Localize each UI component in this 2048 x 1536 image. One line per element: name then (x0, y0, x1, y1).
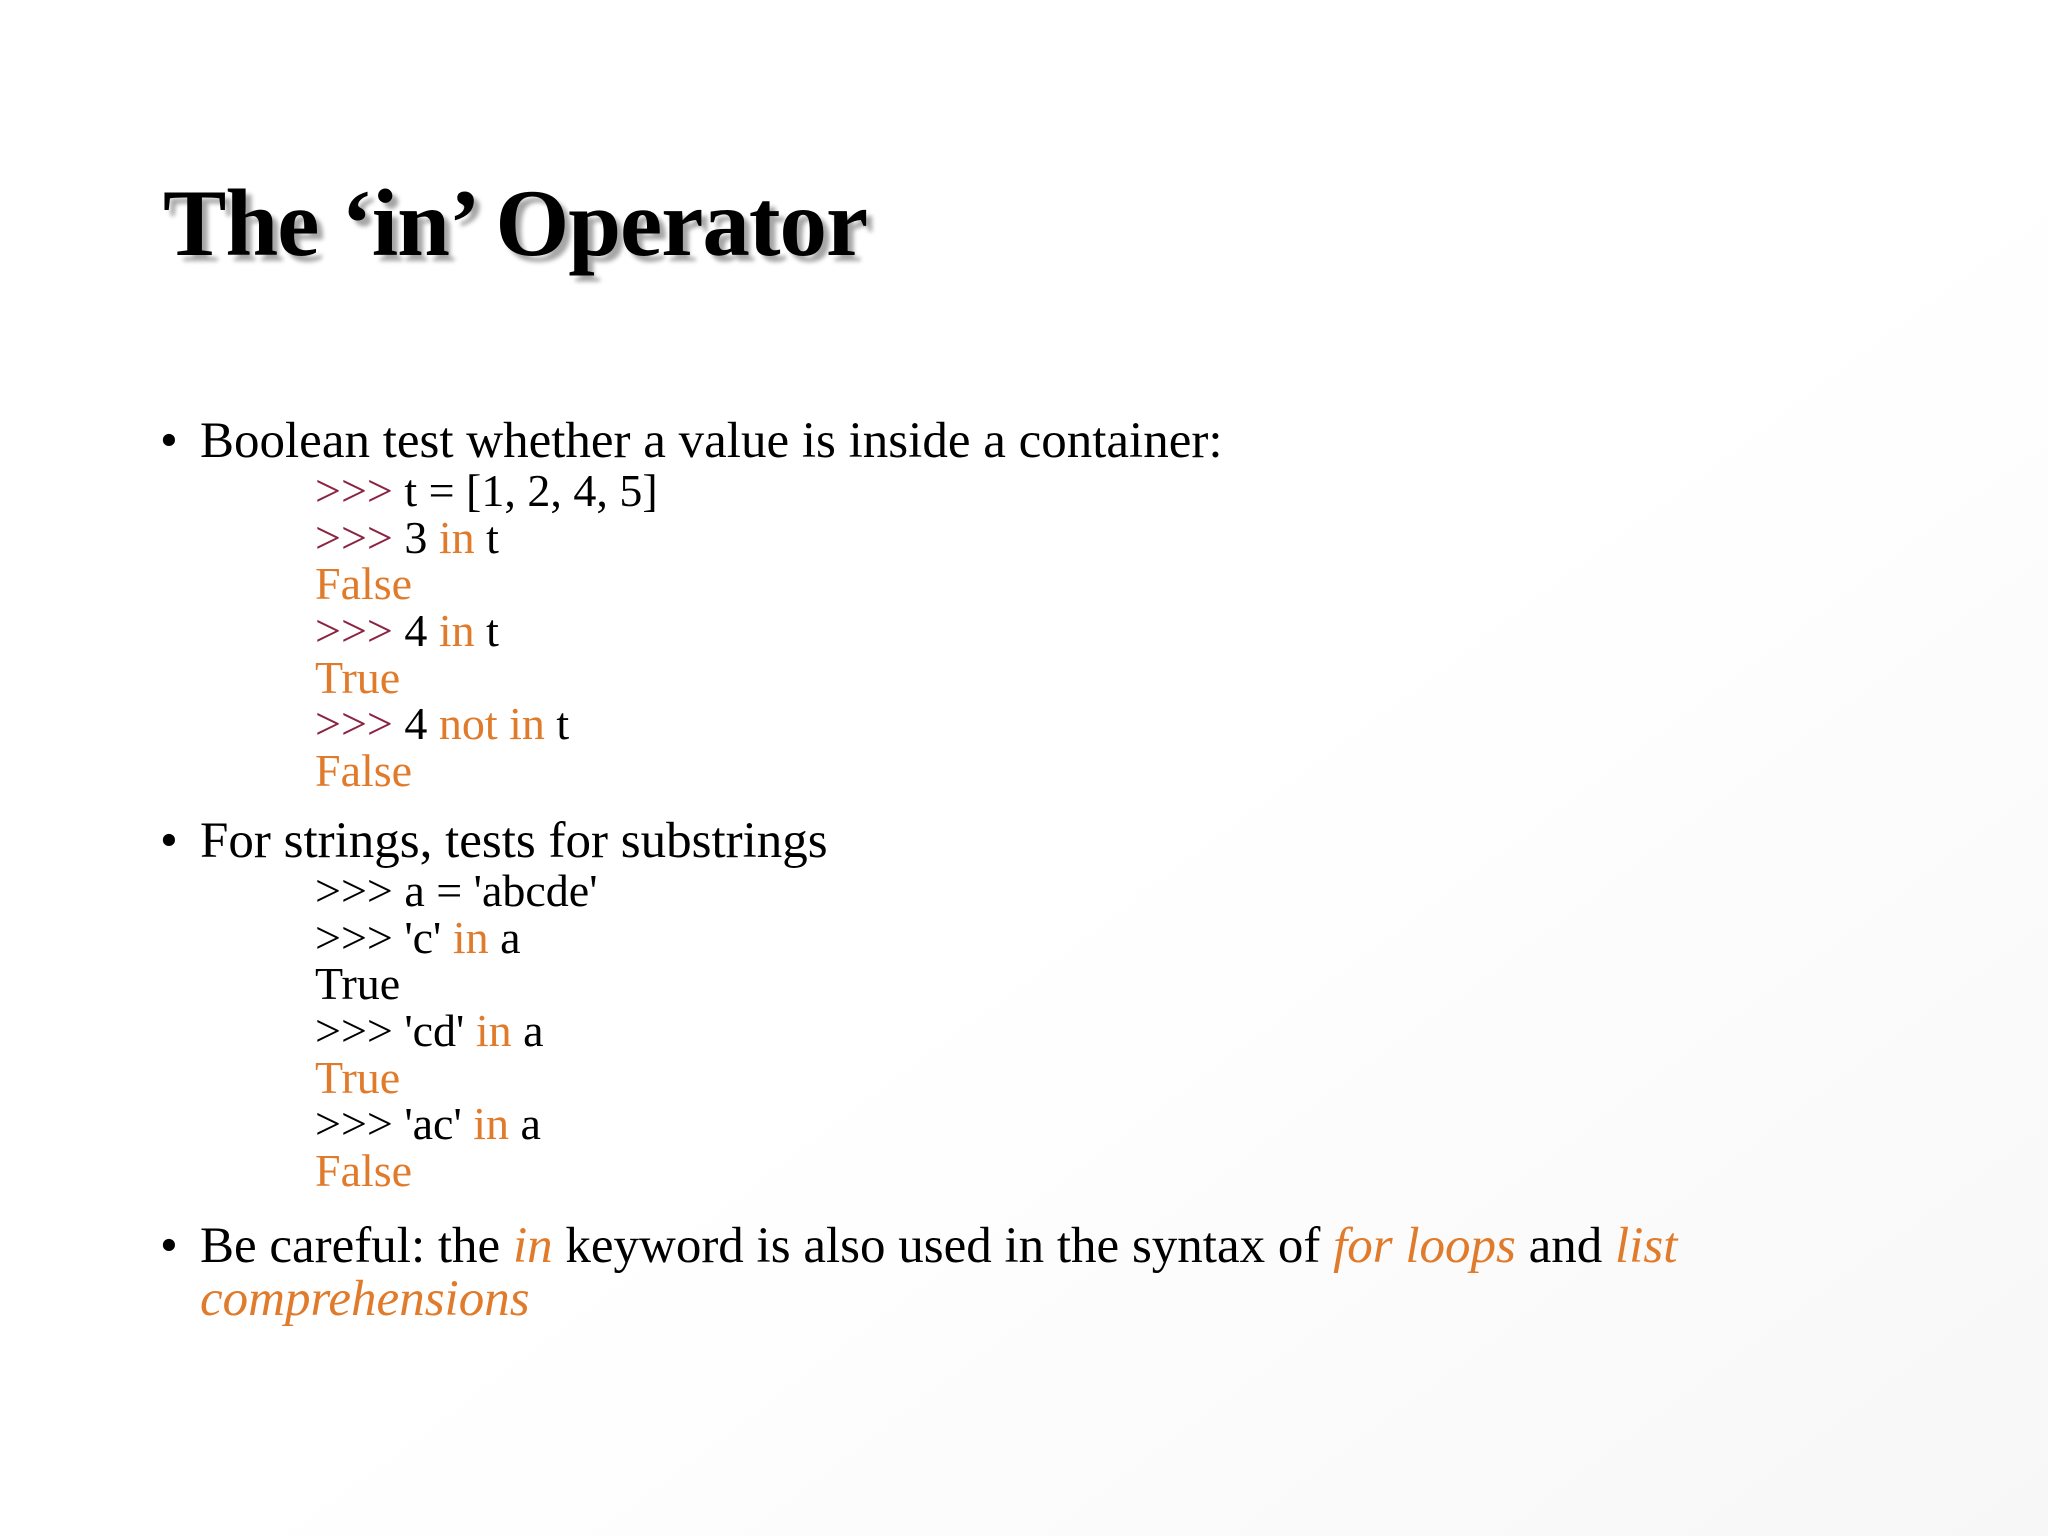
output: False (315, 1145, 413, 1197)
bullet-marker: • (160, 1218, 178, 1274)
code-line (315, 651, 658, 703)
code-line (315, 958, 598, 1010)
bullet-1 (160, 414, 1223, 468)
bullet-marker: • (160, 813, 178, 869)
keyword: in (475, 1005, 512, 1057)
code-text: t = [1, 2, 4, 5] (392, 465, 658, 516)
code-text: >>> a = 'abcde' (315, 865, 598, 916)
emphasis-for-loops: for loops (1333, 1218, 1516, 1274)
output: True (315, 1051, 401, 1103)
prompt: >>> (315, 605, 393, 657)
code-line (315, 1051, 598, 1103)
code-text: a (488, 911, 521, 963)
bullet-text: Boolean test whether a value is inside a container: (200, 413, 1223, 469)
bullet-3-continuation (200, 1272, 530, 1326)
code-text: t (474, 605, 499, 657)
bullet-text: For strings, tests for substrings (200, 813, 828, 869)
slide-title: The ‘in’ Operator (163, 170, 868, 276)
code-text: 4 (392, 698, 439, 750)
code-text: >>> 'cd' (315, 1005, 476, 1057)
keyword: not in (438, 698, 545, 750)
text-run: and (1515, 1218, 1616, 1274)
emphasis-comprehensions: comprehensions (200, 1271, 530, 1327)
code-text: a (511, 1005, 544, 1057)
prompt: >>> (315, 698, 393, 750)
code-text: 3 (392, 511, 439, 563)
prompt: >>> (315, 511, 393, 563)
bullet-marker: • (160, 413, 178, 469)
code-text: True (315, 958, 401, 1010)
code-line (315, 745, 658, 797)
code-block-containers (315, 465, 658, 797)
code-text: t (474, 511, 499, 563)
keyword: in (438, 605, 475, 657)
keyword: in (473, 1098, 510, 1150)
code-line (315, 911, 598, 963)
code-line (315, 1145, 598, 1197)
text-run: keyword is also used in the syntax of (552, 1218, 1334, 1274)
code-line (315, 465, 658, 516)
emphasis-in: in (512, 1218, 553, 1274)
bullet-2 (160, 814, 828, 868)
code-line (315, 1098, 598, 1150)
keyword: in (452, 911, 489, 963)
code-line (315, 698, 658, 750)
emphasis-list: list (1615, 1218, 1678, 1274)
code-text: >>> 'c' (315, 911, 453, 963)
code-text: >>> 'ac' (315, 1098, 474, 1150)
keyword: in (438, 511, 475, 563)
output: False (315, 745, 413, 797)
bullet-text (200, 1219, 1677, 1273)
text-run: Be careful: the (200, 1218, 513, 1274)
code-line (315, 605, 658, 657)
code-block-strings (315, 865, 598, 1197)
code-text: t (544, 698, 570, 750)
output: True (315, 651, 401, 703)
bullet-3 (160, 1219, 1677, 1273)
code-line (315, 1005, 598, 1057)
code-line (315, 865, 598, 916)
code-line (315, 558, 658, 610)
output: False (315, 558, 413, 610)
code-text: a (509, 1098, 541, 1150)
code-text: 4 (392, 605, 439, 657)
prompt: >>> (315, 465, 393, 516)
code-line (315, 511, 658, 563)
